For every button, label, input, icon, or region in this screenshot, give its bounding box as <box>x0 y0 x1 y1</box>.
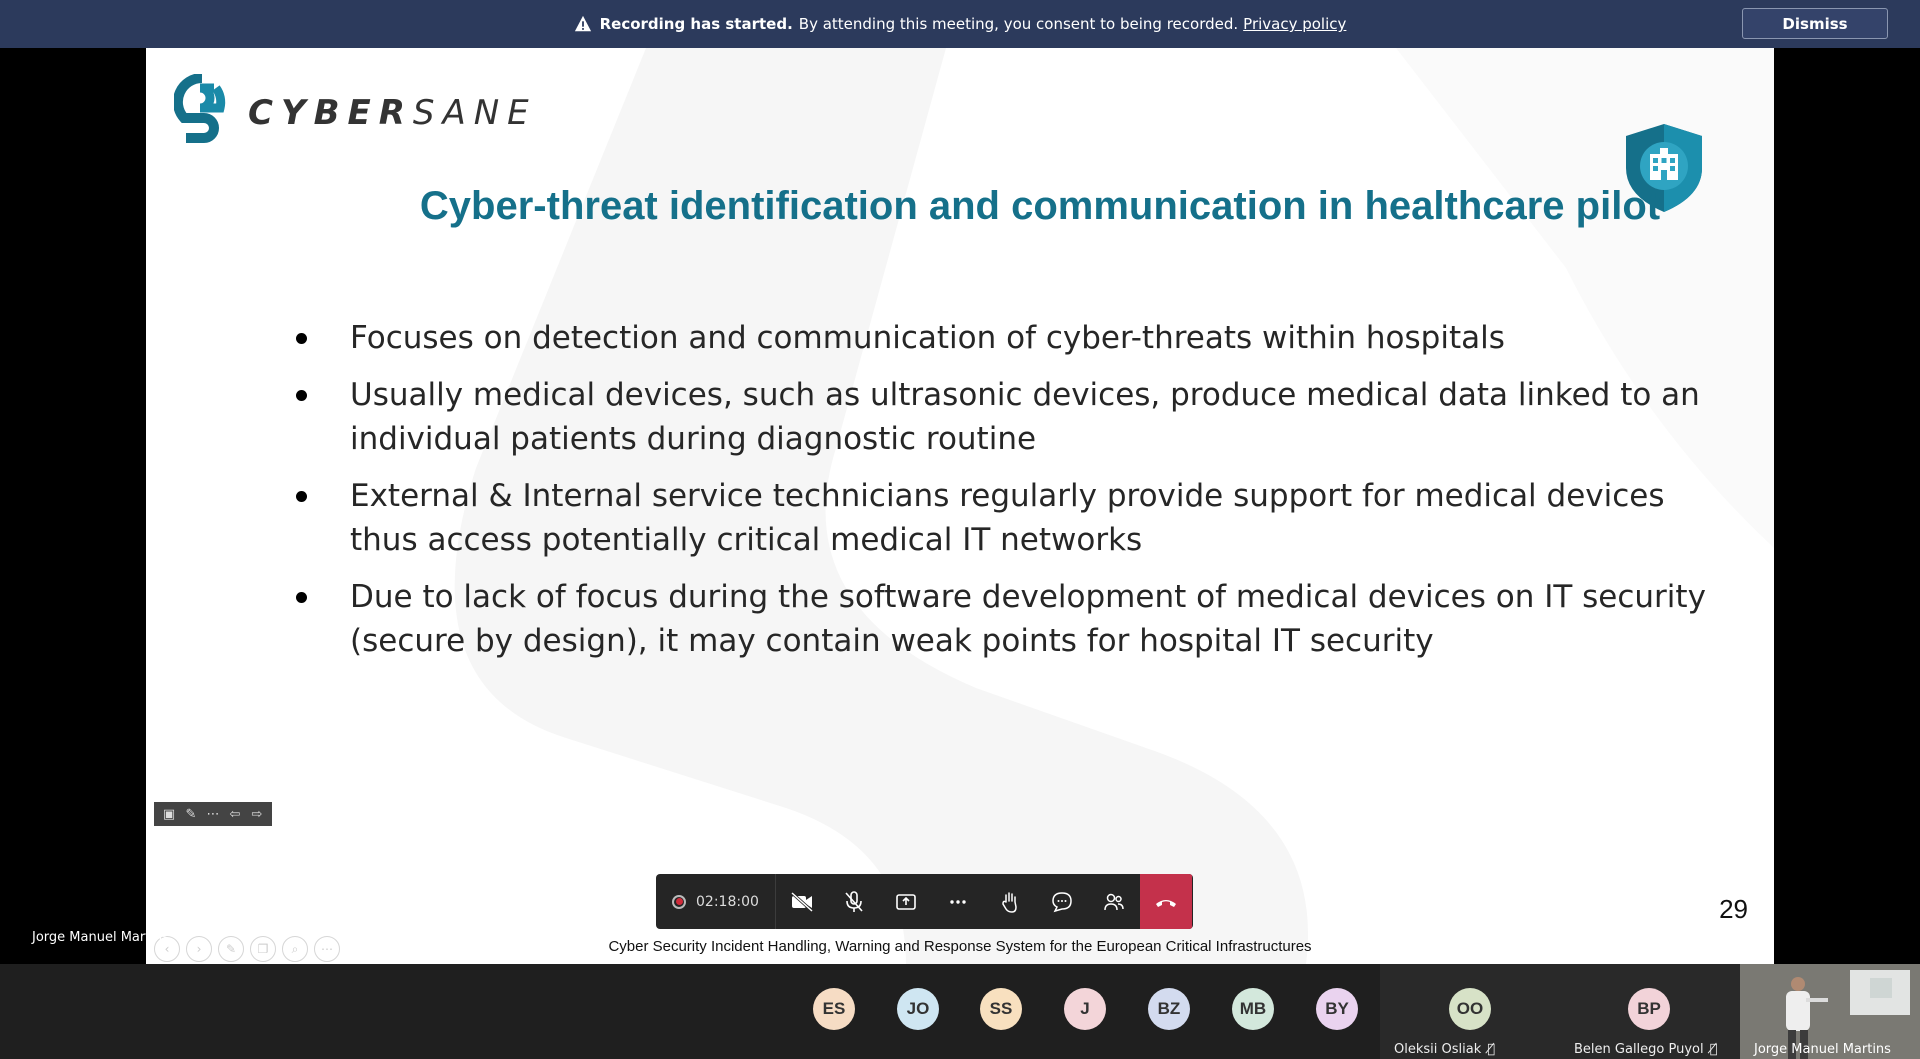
raise-hand-button[interactable] <box>984 874 1036 929</box>
presentation-toolbar <box>154 802 272 826</box>
zoom-icon[interactable]: ⌕ <box>282 936 308 962</box>
recording-dot-icon <box>672 895 686 909</box>
privacy-policy-link[interactable]: Privacy policy <box>1243 15 1347 33</box>
share-screen-icon <box>894 890 918 914</box>
more-icon <box>946 890 970 914</box>
bullet-item: Due to lack of focus during the software development of medical devices on IT security (secure by design), it may contain weak points for hospital IT security <box>296 575 1716 663</box>
recording-banner <box>0 0 1920 48</box>
participant-avatar[interactable]: BY <box>1316 988 1358 1030</box>
participant-avatar[interactable]: MB <box>1232 988 1274 1030</box>
slide-page-number: 29 <box>1719 894 1748 924</box>
recording-indicator <box>656 874 776 929</box>
participant-avatar[interactable]: J <box>1064 988 1106 1030</box>
participant-avatar[interactable]: SS <box>980 988 1022 1030</box>
slide-footer: Cyber Security Incident Handling, Warning and Response System for the European Critical Infrastructures <box>608 938 1312 955</box>
participant-avatar[interactable]: ES <box>813 988 855 1030</box>
presenter-video-tile[interactable] <box>1740 964 1920 1059</box>
slide-title: Cyber-threat identification and communication in healthcare pilot <box>419 184 1661 228</box>
microphone-off-icon: 🎙̸ <box>1709 1042 1718 1057</box>
bullet-item: Focuses on detection and communication of cyber-threats within hospitals <box>296 316 1716 360</box>
next-slide-icon[interactable]: ⇨ <box>251 806 263 822</box>
camera-off-icon <box>790 890 814 914</box>
pointer-icon[interactable]: ✎ <box>185 806 197 822</box>
raise-hand-icon <box>998 890 1022 914</box>
camera-off-button[interactable] <box>776 874 828 929</box>
warning-icon <box>574 15 592 33</box>
participants-icon <box>1102 890 1126 914</box>
participant-avatar[interactable]: BZ <box>1148 988 1190 1030</box>
cybersane-logo <box>174 74 537 152</box>
pen-icon[interactable]: ✎ <box>218 936 244 962</box>
bullet-item: External & Internal service technicians regularly provide support for medical devices thus access potentially critical medical IT networks <box>296 474 1716 562</box>
presenter-video-name: Jorge Manuel Martins <box>1754 1042 1891 1057</box>
microphone-off-icon <box>842 890 866 914</box>
recording-timer: 02:18:00 <box>696 893 759 910</box>
chat-icon <box>1050 890 1074 914</box>
logo-text-bold: CYBER <box>248 93 413 133</box>
slides-icon[interactable]: ▣ <box>162 806 176 822</box>
cybersane-logo-icon <box>174 74 230 152</box>
participant-avatar[interactable]: OO <box>1449 988 1491 1030</box>
logo-text-light: SANE <box>412 93 537 133</box>
chat-button[interactable] <box>1036 874 1088 929</box>
previous-slide-icon[interactable]: ⇦ <box>229 806 241 822</box>
participant-name: Oleksii Osliak <box>1394 1042 1482 1057</box>
call-control-bar <box>656 874 1193 929</box>
bullet-list <box>296 316 1716 676</box>
mute-button[interactable] <box>828 874 880 929</box>
hang-up-icon <box>1154 890 1178 914</box>
presenter-name: Jorge Manuel Martins <box>32 930 169 945</box>
participant-avatar[interactable]: BP <box>1628 988 1670 1030</box>
bullet-item: Usually medical devices, such as ultrasonic devices, produce medical data linked to an individual patients during diagnostic routine <box>296 373 1716 461</box>
prev-icon[interactable]: ‹ <box>154 936 180 962</box>
more-actions-button[interactable] <box>932 874 984 929</box>
banner-bold-text: Recording has started. <box>599 15 793 33</box>
microphone-off-icon: 🎙̸ <box>1487 1042 1496 1057</box>
end-call-button[interactable] <box>1140 874 1192 929</box>
copy-icon[interactable]: ❐ <box>250 936 276 962</box>
participants-button[interactable] <box>1088 874 1140 929</box>
participant-name: Belen Gallego Puyol <box>1574 1042 1704 1057</box>
dismiss-button[interactable]: Dismiss <box>1742 8 1888 39</box>
presentation-slide <box>146 48 1774 964</box>
participant-avatar[interactable]: JO <box>897 988 939 1030</box>
share-screen-button[interactable] <box>880 874 932 929</box>
more-icon[interactable]: ⋯ <box>314 936 340 962</box>
more-icon[interactable]: ⋯ <box>206 806 220 822</box>
next-icon[interactable]: › <box>186 936 212 962</box>
banner-text: By attending this meeting, you consent to being recorded. <box>798 15 1239 33</box>
